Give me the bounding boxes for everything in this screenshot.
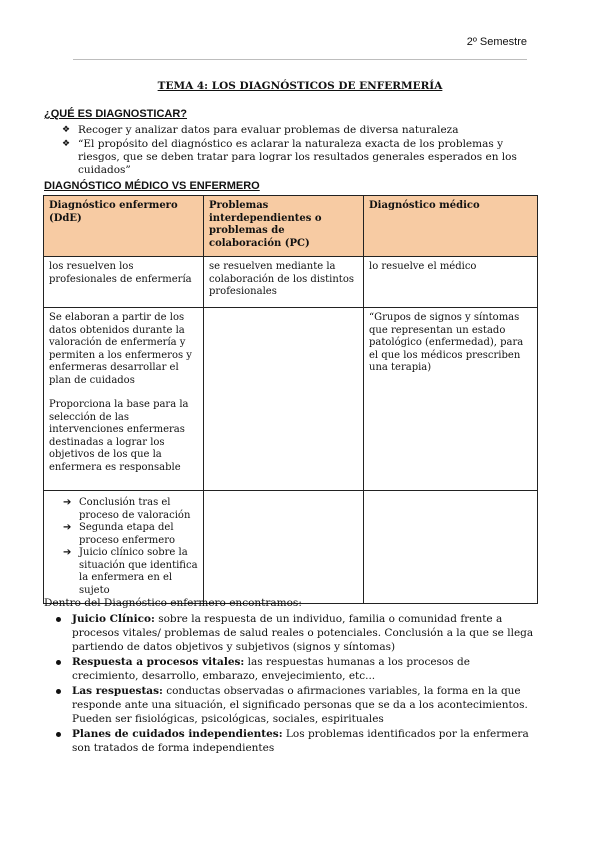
header-cell-medico: Diagnóstico médico [364, 196, 538, 257]
table-cell [44, 308, 204, 491]
table-header-row [44, 196, 538, 257]
arrow-right-icon: ➔ [63, 522, 72, 533]
table-cell-empty [364, 491, 538, 604]
table-row [44, 257, 538, 308]
page-title: TEMA 4: LOS DIAGNÓSTICOS DE ENFERMERÍA [157, 80, 443, 92]
bullet-dot-icon [56, 617, 61, 622]
table-cell: los resuelven los profesionales de enfermería [44, 257, 204, 308]
list-item: ❖ Recoger y analizar datos para evaluar problemas de diversa naturaleza [62, 124, 459, 136]
diamond-bullet-icon: ❖ [62, 125, 71, 135]
list-item [56, 727, 536, 755]
table-cell-empty [204, 308, 364, 491]
table-cell: se resuelven mediante la colaboración de los distintos profesionales [204, 257, 364, 308]
item-text: las respuestas humanas a los procesos de crecimiento, desarrollo, embarazo, envejecimiento, etc... [72, 656, 470, 682]
item-term: Planes de cuidados independientes: [72, 728, 283, 740]
item-text: conductas observadas o afirmaciones variables, la forma en la que responde ante una situación, el significado personas que se da a los acontecimientos. Pueden ser fisiológicas, psicológicas, sociales, espirituales [72, 685, 528, 725]
list-item [56, 684, 536, 726]
list-item: ➔ Conclusión tras el proceso de valoración [63, 497, 191, 521]
diagnosticar-bullet-list [62, 124, 542, 178]
list-item [56, 655, 536, 683]
item-term: Juicio Clínico: [72, 613, 155, 625]
item-text: Los problemas identificados por la enfermera son tratados de forma independientes [72, 728, 529, 754]
table-cell: lo resuelve el médico [364, 257, 538, 308]
table-cell: “Grupos de signos y síntomas que representan un estado patológico (enfermedad), para el que los médicos prescriben una terapia) [364, 308, 538, 491]
list-item: ❖ “El propósito del diagnóstico es aclarar la naturaleza exacta de los problemas y riesgos, que se deben tratar para lograr los resultados generales esperados en los cuidados” [62, 138, 517, 176]
item-text: sobre la respuesta de un individuo, familia o comunidad frente a procesos vitales/ problemas de salud reales o potenciales. Conclusión a la que se llega partiendo de datos objetivos y subjetivos (signos y síntomas) [72, 613, 534, 653]
table-cell-empty [204, 491, 364, 604]
list-item: ➔ Juicio clínico sobre la situación que identifica la enfermera en el sujeto [63, 547, 198, 596]
section-heading-comparison: DIAGNÓSTICO MÉDICO VS ENFERMERO [44, 180, 260, 192]
intro-text: Dentro del Diagnóstico enfermero encontramos: [44, 597, 302, 609]
table-row [44, 308, 538, 491]
cell-paragraph: Proporciona la base para la selección de las intervenciones enfermeras destinadas a lograr los objetivos de los que la enfermera es responsable [49, 399, 189, 473]
bullet-dot-icon [56, 660, 61, 665]
section-heading-diagnosticar: ¿QUÉ ES DIAGNOSTICAR? [44, 108, 188, 120]
item-term: Respuesta a procesos vitales: [72, 656, 245, 668]
header-divider [73, 59, 527, 60]
bullet-dot-icon [56, 689, 61, 694]
dde-components-list [56, 612, 536, 756]
header-cell-dde: Diagnóstico enfermero (DdE) [44, 196, 204, 257]
arrow-list [63, 497, 198, 597]
table-cell [44, 491, 204, 604]
diamond-bullet-icon: ❖ [62, 139, 71, 149]
header-cell-pc: Problemas interdependientes o problemas de colaboración (PC) [204, 196, 364, 257]
comparison-table [43, 195, 538, 604]
arrow-right-icon: ➔ [63, 547, 72, 558]
item-term: Las respuestas: [72, 685, 163, 697]
cell-paragraph: Se elaboran a partir de los datos obtenidos durante la valoración de enfermería y permiten a los enfermeros y enfermeras desarrollar el plan de cuidados [49, 312, 192, 386]
bullet-dot-icon [56, 732, 61, 737]
arrow-right-icon: ➔ [63, 497, 72, 508]
list-item [56, 612, 536, 654]
table-row [44, 491, 538, 604]
list-item: ➔ Segunda etapa del proceso enfermero [63, 522, 176, 546]
semester-label: 2º Semestre [466, 36, 527, 48]
